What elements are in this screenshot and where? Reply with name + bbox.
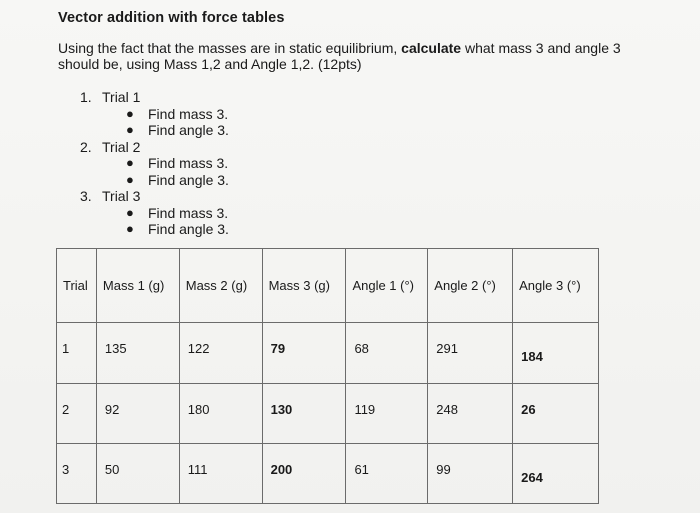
subitem-text: Find angle 3. — [148, 221, 229, 237]
cell-angle-2: 291 — [428, 323, 513, 383]
instructions-paragraph — [58, 40, 658, 72]
cell-mass-3: 130 — [262, 383, 346, 443]
trial-1-subitem-angle — [80, 122, 229, 139]
cell-mass-2: 111 — [179, 443, 262, 503]
subitem-text: Find mass 3. — [148, 105, 229, 122]
cell-angle-1: 61 — [346, 443, 428, 503]
subitem-text: Find angle 3. — [148, 122, 229, 138]
subitem-text: Find mass 3. — [148, 204, 229, 221]
trial-label: Trial 1 — [102, 89, 141, 105]
trial-label: Trial 2 — [102, 138, 141, 155]
subitem-text: Find angle 3. — [148, 171, 229, 188]
bullet-icon: ● — [126, 204, 134, 220]
trial-2-subitem-angle — [80, 172, 229, 189]
cell-angle-1: 119 — [346, 383, 428, 443]
subitem-text: Find mass 3. — [148, 155, 229, 171]
trial-label: Trial 3 — [102, 188, 141, 204]
header-mass-3: Mass 3 (g) — [262, 249, 346, 323]
cell-angle-3: 184 — [513, 323, 599, 383]
bullet-icon: ● — [126, 155, 134, 170]
header-mass-2: Mass 2 (g) — [179, 249, 262, 323]
cell-mass-3: 79 — [262, 323, 346, 383]
cell-trial: 2 — [57, 383, 97, 443]
header-angle-1: Angle 1 (°) — [346, 249, 428, 323]
trial-item-2 — [80, 139, 229, 156]
cell-mass-2: 180 — [179, 383, 262, 443]
trial-item-3 — [80, 188, 229, 205]
bullet-icon: ● — [126, 122, 134, 137]
force-table — [56, 248, 599, 504]
header-mass-1: Mass 1 (g) — [96, 249, 179, 323]
cell-mass-1: 92 — [96, 383, 179, 443]
cell-trial: 1 — [57, 323, 97, 383]
trial-1-subitem-mass — [80, 106, 229, 123]
cell-mass-1: 135 — [96, 323, 179, 383]
table-row — [57, 443, 599, 503]
trial-number: 2. — [80, 138, 92, 155]
cell-angle-1: 68 — [346, 323, 428, 383]
header-trial: Trial — [57, 249, 97, 323]
table-header-row — [57, 249, 599, 323]
trial-number: 3. — [80, 188, 92, 204]
cell-angle-2: 248 — [428, 383, 513, 443]
cell-angle-3: 26 — [513, 383, 599, 443]
instructions-text-1: Using the fact that the masses are in static equilibrium, — [58, 40, 402, 56]
cell-trial: 3 — [57, 443, 97, 503]
bullet-icon: ● — [126, 221, 134, 236]
cell-mass-2: 122 — [179, 323, 262, 383]
trial-3-subitem-angle — [80, 221, 229, 238]
trial-item-1 — [80, 89, 229, 106]
cell-angle-3: 264 — [513, 443, 599, 503]
trial-number: 1. — [80, 89, 92, 105]
table-row — [57, 383, 599, 443]
trial-3-subitem-mass — [80, 205, 229, 222]
trial-list — [80, 89, 229, 238]
cell-mass-1: 50 — [96, 443, 179, 503]
cell-angle-2: 99 — [428, 443, 513, 503]
instructions-text-2: what mass 3 and angle 3 should be, using Mass 1,2 and Angle 1,2. (12pts) — [58, 40, 621, 72]
table-row — [57, 323, 599, 383]
bullet-icon: ● — [126, 105, 134, 121]
header-angle-3: Angle 3 (°) — [513, 249, 599, 323]
bullet-icon: ● — [126, 171, 134, 187]
trial-2-subitem-mass — [80, 155, 229, 172]
cell-mass-3: 200 — [262, 443, 346, 503]
page-title: Vector addition with force tables — [58, 10, 285, 26]
header-angle-2: Angle 2 (°) — [428, 249, 513, 323]
instructions-bold-calculate: calculate — [401, 40, 462, 56]
